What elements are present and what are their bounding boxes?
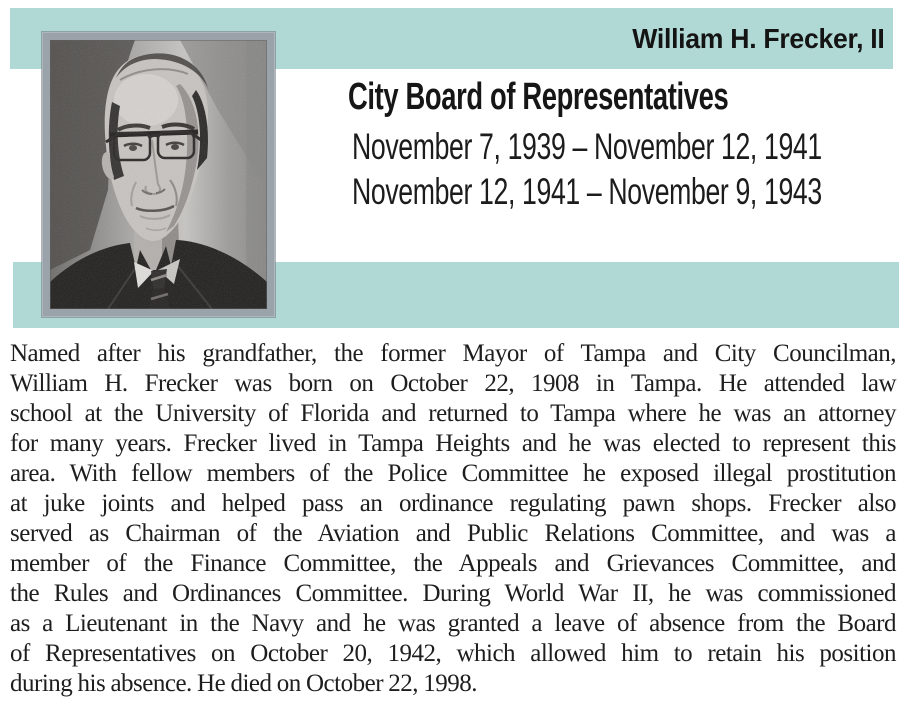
bio-line: Named after his grandfather, the former Mayor of Tampa and City Councilman, — [10, 340, 896, 367]
term-dates-first: November 7, 1939 – November 12, 1941 — [352, 126, 822, 167]
office-title: City Board of Representatives — [348, 76, 729, 118]
portrait-frame — [42, 32, 275, 317]
bio-line: area. With fellow members of the Police Committee he exposed illegal prostitution — [10, 460, 896, 487]
bio-line: for many years. Frecker lived in Tampa Heights and he was elected to represent this — [10, 430, 896, 457]
biography-paragraph — [10, 339, 896, 699]
office-terms — [352, 124, 822, 214]
bio-line: member of the Finance Committee, the Appeals and Grievances Committee, and — [10, 550, 896, 577]
bio-line: during his absence. He died on October 22, 1998. — [10, 670, 478, 697]
portrait-photo — [50, 40, 267, 309]
person-name: William H. Frecker, II — [631, 23, 884, 54]
bio-line: school at the University of Florida and returned to Tampa where he was an attorney — [10, 400, 896, 427]
bio-line: at juke joints and helped pass an ordinance regulating pawn shops. Frecker also — [10, 490, 896, 517]
term-dates-second: November 12, 1941 – November 9, 1943 — [352, 171, 822, 212]
bio-line: of Representatives on October 20, 1942, which allowed him to retain his position — [10, 640, 896, 667]
bio-line: served as Chairman of the Aviation and Public Relations Committee, and was a — [10, 520, 896, 547]
bio-line: as a Lieutenant in the Navy and he was granted a leave of absence from the Board — [10, 610, 896, 637]
bio-line: the Rules and Ordinances Committee. During World War II, he was commissioned — [10, 580, 896, 607]
bio-line: William H. Frecker was born on October 22, 1908 in Tampa. He attended law — [10, 370, 896, 397]
